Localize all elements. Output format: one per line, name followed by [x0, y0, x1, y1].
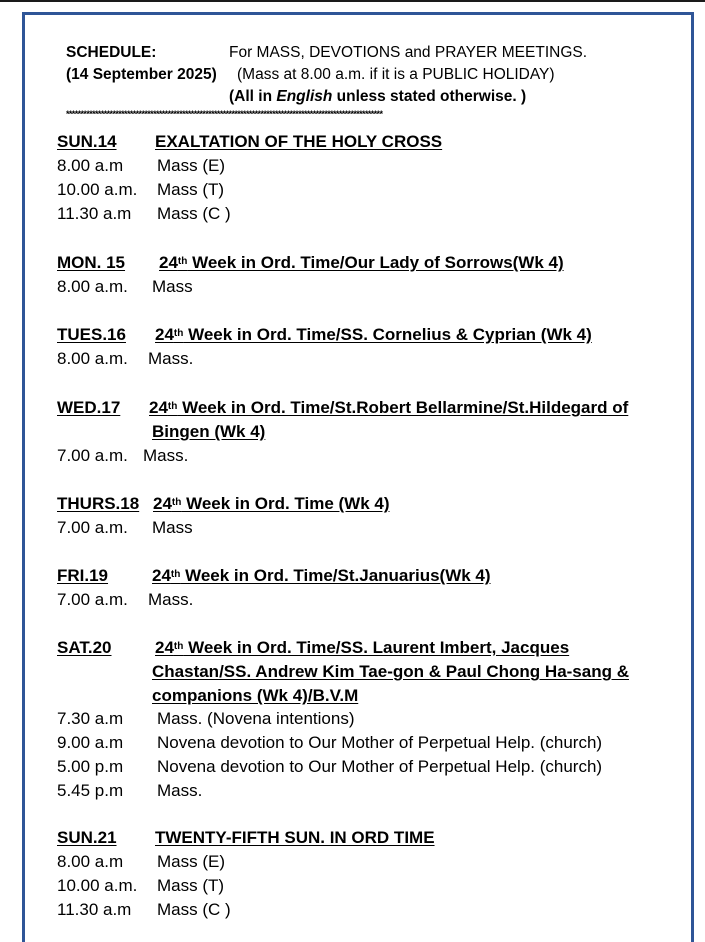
title-number: 24	[155, 325, 174, 344]
title-suffix: th	[173, 641, 184, 652]
title-text: Week in Ord. Time/SS. Laurent Imbert, Jacques	[183, 638, 570, 657]
day-title	[153, 492, 390, 516]
title-number: 24	[155, 638, 174, 657]
language-note-suffix: unless stated otherwise. )	[332, 88, 527, 105]
day-title	[152, 564, 491, 588]
entry-event: Novena devotion to Our Mother of Perpetual Help. (church)	[157, 733, 603, 752]
day-title-line3: companions (Wk 4)/B.V.M	[152, 686, 359, 705]
entry-time: 8.00 a.m.	[57, 277, 128, 296]
day-label: SUN.21	[57, 828, 117, 847]
title-text: Week in Ord. Time/St.Robert Bellarmine/St.Hildegard of	[177, 398, 629, 417]
entry-event: Mass. (Novena intentions)	[157, 709, 355, 728]
title-suffix: th	[171, 497, 182, 508]
day-label: THURS.18	[57, 494, 140, 513]
title-number: 24	[159, 253, 178, 272]
entry-event: Mass (C )	[157, 900, 231, 919]
entry-event: Mass.	[148, 349, 194, 368]
entry-event: Mass	[152, 277, 193, 296]
day-title	[159, 251, 564, 275]
entry-event: Mass.	[157, 781, 203, 800]
title-text: Week in Ord. Time/Our Lady of Sorrows(Wk 4)	[187, 253, 564, 272]
entry-time: 9.00 a.m	[57, 733, 124, 752]
schedule-label: SCHEDULE:	[66, 44, 157, 61]
entry-event: Mass (C )	[157, 204, 231, 223]
entry-time: 7.00 a.m.	[57, 518, 128, 537]
title-text: Week in Ord. Time (Wk 4)	[181, 494, 390, 513]
title-suffix: th	[170, 569, 181, 580]
entry-event: Mass.	[143, 446, 189, 465]
language-note-emphasis: English	[276, 88, 333, 105]
schedule-description: For MASS, DEVOTIONS and PRAYER MEETINGS.	[229, 44, 588, 61]
day-title	[155, 636, 569, 660]
language-note	[229, 86, 526, 108]
day-label: SAT.20	[57, 638, 112, 657]
day-label: MON. 15	[57, 253, 126, 272]
entry-time: 8.00 a.m	[57, 852, 124, 871]
day-title-line2: Bingen (Wk 4)	[152, 422, 266, 441]
entry-event: Mass (E)	[157, 852, 225, 871]
title-number: 24	[153, 494, 172, 513]
entry-event: Novena devotion to Our Mother of Perpetual Help. (church)	[157, 757, 603, 776]
entry-time: 7.00 a.m.	[57, 446, 128, 465]
entry-event: Mass	[152, 518, 193, 537]
entry-event: Mass (T)	[157, 180, 225, 199]
entry-time: 5.45 p.m	[57, 781, 124, 800]
schedule-date: (14 September 2025)	[66, 66, 217, 83]
day-title: EXALTATION OF THE HOLY CROSS	[155, 132, 443, 151]
title-number: 24	[152, 566, 171, 585]
holiday-note: (Mass at 8.00 a.m. if it is a PUBLIC HOLIDAY)	[237, 66, 555, 83]
entry-event: Mass.	[148, 590, 194, 609]
day-label: WED.17	[57, 398, 121, 417]
entry-time: 11.30 a.m	[57, 204, 132, 223]
day-title-line2: Chastan/SS. Andrew Kim Tae-gon & Paul Chong Ha-sang &	[152, 662, 629, 681]
asterisk-divider: *************************************************************************************************************	[66, 109, 383, 119]
entry-time: 10.00 a.m.	[57, 876, 138, 895]
title-suffix: th	[173, 328, 184, 339]
entry-event: Mass (T)	[157, 876, 225, 895]
entry-time: 5.00 p.m	[57, 757, 124, 776]
entry-time: 8.00 a.m.	[57, 349, 128, 368]
title-number: 24	[149, 398, 168, 417]
day-label: FRI.19	[57, 566, 109, 585]
day-label: TUES.16	[57, 325, 126, 344]
title-text: Week in Ord. Time/St.Januarius(Wk 4)	[180, 566, 491, 585]
day-title	[149, 396, 628, 420]
day-label: SUN.14	[57, 132, 117, 151]
day-title: TWENTY-FIFTH SUN. IN ORD TIME	[155, 828, 435, 847]
language-note-prefix: (All in	[229, 88, 277, 105]
top-rule	[0, 0, 705, 2]
entry-time: 10.00 a.m.	[57, 180, 138, 199]
entry-event: Mass (E)	[157, 156, 225, 175]
title-suffix: th	[167, 401, 178, 412]
title-text: Week in Ord. Time/SS. Cornelius & Cyprian (Wk 4)	[183, 325, 592, 344]
title-suffix: th	[177, 256, 188, 267]
entry-time: 11.30 a.m	[57, 900, 132, 919]
entry-time: 8.00 a.m	[57, 156, 124, 175]
entry-time: 7.00 a.m.	[57, 590, 128, 609]
day-title	[155, 323, 592, 347]
entry-time: 7.30 a.m	[57, 709, 124, 728]
